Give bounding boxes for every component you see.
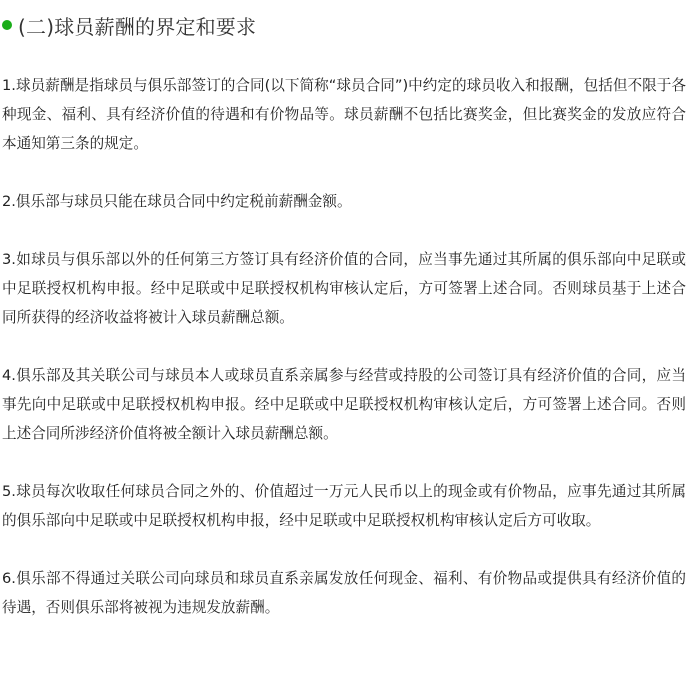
paragraph-2: 2.俱乐部与球员只能在球员合同中约定税前薪酬金额。 [2,193,352,210]
section-header [2,8,256,42]
paragraph-1: 1.球员薪酬是指球员与俱乐部签订的合同(以下简称“球员合同”)中约定的球员收入和报酬，包括但不限于各种现金、福利、具有经济价值的待遇和有价物品等。球员薪酬不包括比赛奖金，但比赛奖金的发放应符合本通知第三条的规定。 [2,77,686,152]
paragraph-3: 3.如球员与俱乐部以外的任何第三方签订具有经济价值的合同，应当事先通过其所属的俱乐部向中足联或中足联授权机构申报。经中足联或中足联授权机构审核认定后，方可签署上述合同。否则球员基于上述合同所获得的经济收益将被计入球员薪酬总额。 [2,251,686,326]
bullet-dot-icon [2,20,12,30]
paragraph-5: 5.球员每次收取任何球员合同之外的、价值超过一万元人民币以上的现金或有价物品，应事先通过其所属的俱乐部向中足联或中足联授权机构申报，经中足联或中足联授权机构审核认定后方可收取。 [2,483,686,529]
paragraph-6: 6.俱乐部不得通过关联公司向球员和球员直系亲属发放任何现金、福利、有价物品或提供具有经济价值的待遇，否则俱乐部将被视为违规发放薪酬。 [2,570,686,616]
section-title: (二)球员薪酬的界定和要求 [18,14,257,39]
paragraph-4: 4.俱乐部及其关联公司与球员本人或球员直系亲属参与经营或持股的公司签订具有经济价值的合同，应当事先向中足联或中足联授权机构申报。经中足联或中足联授权机构审核认定后，方可签署上述合同。否则上述合同所涉经济价值将被全额计入球员薪酬总额。 [2,367,686,442]
article-body [2,71,686,651]
